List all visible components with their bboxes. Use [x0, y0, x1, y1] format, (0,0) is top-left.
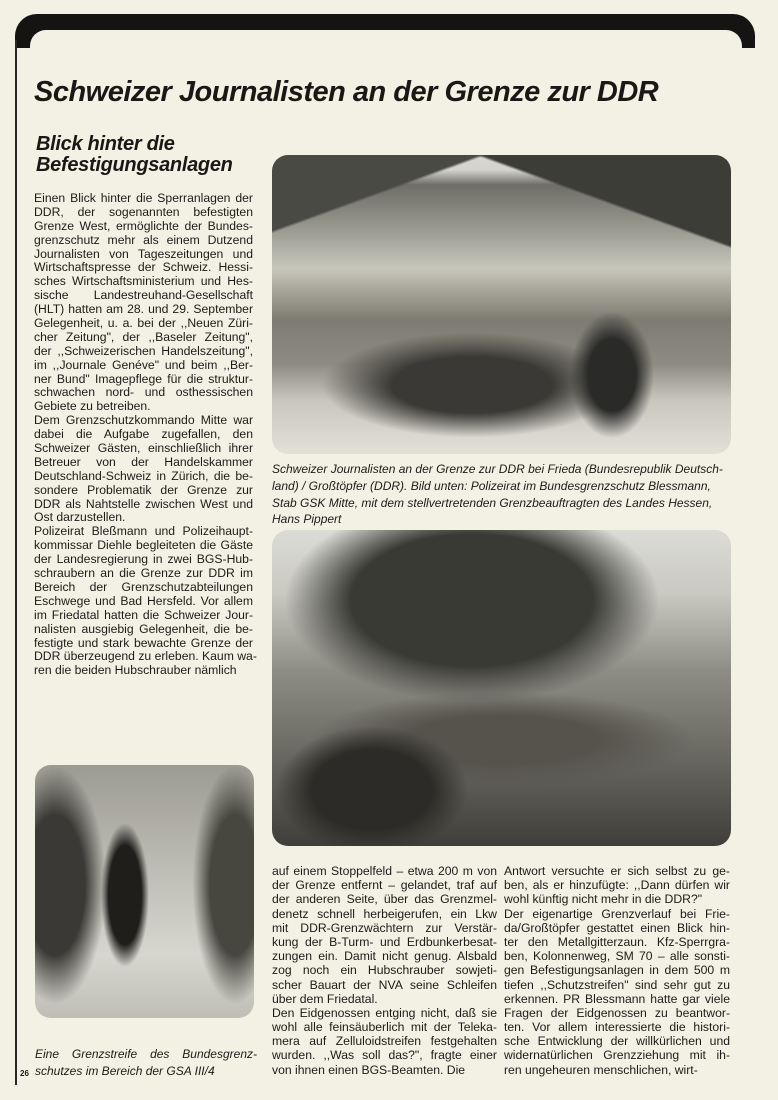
text-line: Fragen der Eidgenossen zu beantwor-: [504, 1005, 730, 1020]
page-frame-left-rule: [15, 40, 17, 1085]
text-line: nalisten ausgiebig Gelegenheit, die be-: [34, 621, 253, 636]
text-line: im ,,Journale Genéve" und beim ,,Ber-: [34, 357, 253, 372]
photo-border-patrol: [35, 765, 254, 1018]
text-line: schwachen nord- und osthessischen: [34, 385, 253, 400]
text-line: dabei die Aufgabe zugefallen, den: [34, 427, 253, 442]
text-line: zog noch ein Hubschrauber sowjeti-: [272, 963, 497, 978]
text-column-1: [34, 191, 257, 678]
text-line: im Friedatal hatten die Schweizer Jour-: [34, 607, 253, 622]
text-line: scher Bauart der NVA seine Schleifen: [272, 977, 497, 992]
text-line: zungen ein. Damit nicht genug. Alsbald: [272, 949, 497, 964]
text-line: der anderen Seite, über das Grenzmel-: [272, 892, 497, 907]
text-line: cher Zeitung", der ,,Baseler Zeitung",: [34, 329, 253, 344]
text-line: kung der B-Turm- und Erdbunkerbesat-: [272, 934, 497, 949]
text-line: ren die beiden Hubschrauber nämlich: [34, 663, 237, 678]
text-line: Bereich der Grenzschutzabteilungen: [34, 579, 253, 594]
text-line: mera auf Zelluloidstreifen festgehalten: [272, 1034, 497, 1049]
text-line: wurden. ,,Was soll das?", fragte einer: [272, 1048, 497, 1063]
text-line: erkennen. PR Blessmann hatte gar viele: [504, 991, 730, 1006]
caption-line: land) / Großtöpfer (DDR). Bild unten: Polizeirat im Bundesgrenzschutz Blessmann,: [272, 478, 711, 493]
photo-caption-bottom: [35, 1046, 257, 1080]
caption-line: Stab GSK Mitte, mit dem stellvertretenden Grenzbeauftragten des Landes Hessen,: [272, 495, 713, 510]
text-line: Betreuer von der Handelskammer: [34, 454, 253, 469]
text-line: DDR, der sogenannten befestigten: [34, 204, 253, 219]
text-column-3: [504, 864, 730, 1077]
text-line: Wirtschaftspresse der Schweiz. Hessi-: [34, 260, 253, 275]
text-line: von ihnen einen BGS-Beamten. Die: [272, 1062, 466, 1077]
text-line: wohl alle feinsäuberlich mit der Teleka-: [272, 1020, 497, 1035]
text-line: Dem Grenzschutzkommando Mitte war: [34, 413, 253, 428]
article-title: Schweizer Journalisten an der Grenze zur DDR: [34, 76, 659, 108]
text-line: Grenze West, ermöglichte der Bundes-: [34, 218, 253, 233]
text-column-2: [272, 864, 497, 1077]
page-frame-inner: [30, 30, 742, 60]
text-line: Polizeirat Bleßmann und Polizeihaupt-: [34, 524, 253, 539]
text-line: ten. Vor allem interessierte die histori-: [504, 1020, 730, 1035]
text-line: wohl künftig nicht mehr in die DDR?": [504, 892, 703, 907]
text-line: ben, Kolonnenweg, SM 70 – alle sonsti-: [504, 949, 730, 964]
photo-caption-top: [272, 461, 742, 528]
text-line: der ,,Schweizerischen Handelszeitung",: [34, 343, 253, 358]
text-line: Schweizer Gästen, einschließlich ihrer: [34, 441, 253, 456]
photo-journalists-at-border: [272, 155, 731, 454]
text-line: sische Landestreuhand-Gesellschaft: [34, 288, 253, 303]
text-line: sche Entwicklung der willkürlichen und: [504, 1034, 730, 1049]
text-line: Gebiete zu betreiben.: [34, 399, 151, 414]
text-line: denetz schnell herbeigerufen, ein Lkw: [272, 906, 497, 921]
text-line: da/Großtöpfer gestattet einen Blick hin-: [504, 920, 730, 935]
text-line: tiefen ,,Schutzstreifen" sind sehr gut zu: [504, 977, 730, 992]
text-line: widernatürlichen Grenzziehung mit ih-: [504, 1048, 730, 1063]
subheading-line: Befestigungsanlagen: [36, 154, 233, 176]
text-line: festigte und stark bewachte Grenze der: [34, 635, 253, 650]
text-line: kommissar Diehle begleiteten die Gäste: [34, 538, 253, 553]
subheading-line: Blick hinter die: [36, 133, 175, 155]
text-line: Ost darzustellen.: [34, 510, 126, 525]
text-line: ter den Metallgitterzaun. Kfz-Sperrgra-: [504, 934, 730, 949]
text-line: Gelegenheit, u. a. bei der ,,Neuen Züri-: [34, 316, 253, 331]
caption-line: Schweizer Journalisten an der Grenze zur DDR bei Frieda (Bundesrepublik Deutsch-: [272, 462, 723, 476]
photo-blessmann-with-group: [272, 530, 731, 846]
text-line: grenzschutz mehr als einem Dutzend: [34, 232, 253, 247]
text-line: DDR überzeugend zu erleben. Kaum wa-: [34, 649, 257, 664]
text-line: Der eigenartige Grenzverlauf bei Frie-: [504, 906, 730, 921]
text-line: ben, als er hinzufügte: ,,Dann dürfen wir: [504, 878, 730, 893]
text-line: Den Eidgenossen entging nicht, daß sie: [272, 1005, 497, 1020]
text-line: auf einem Stoppelfeld – etwa 200 m von: [272, 864, 497, 878]
caption-line: schutzes im Bereich der GSA III/4: [35, 1063, 215, 1078]
text-line: Antwort versuchte er sich selbst zu ge-: [504, 864, 730, 878]
text-line: Eschwege und Bad Hersfeld. Vor allem: [34, 593, 253, 608]
text-line: mit DDR-Grenzwächtern zur Verstär-: [272, 920, 497, 935]
caption-line: Eine Grenzstreife des Bundesgrenz-: [35, 1047, 257, 1061]
text-line: Einen Blick hinter die Sperranlagen der: [34, 191, 253, 205]
text-line: sondere Problematik der Grenze zur: [34, 482, 253, 497]
text-line: der Landesregierung in zwei BGS-Hub-: [34, 552, 253, 567]
text-line: (HLT) hatten am 28. und 29. September: [34, 302, 253, 317]
text-line: der Grenze entfernt – gelandet, traf auf: [272, 878, 497, 893]
caption-line: Hans Pippert: [272, 512, 342, 527]
text-line: gen Befestigungsanlagen in dem 500 m: [504, 963, 730, 978]
text-line: schraubern an die Grenze zur DDR im: [34, 566, 253, 581]
text-line: ner Bund" Imagepflege für die struktur-: [34, 371, 253, 386]
page-number: 26: [20, 1069, 29, 1078]
text-line: Journalisten von Tageszeitungen und: [34, 246, 253, 261]
text-line: über dem Friedatal.: [272, 991, 378, 1006]
text-line: sches Wirtschaftsministerium und Hes-: [34, 274, 253, 289]
text-line: DDR als Nahtstelle zwischen West und: [34, 496, 253, 511]
article-subheading: [36, 134, 233, 176]
text-line: ren ungeheuren menschlichen, wirt-: [504, 1062, 698, 1077]
photo-hillside: [272, 155, 731, 290]
text-line: Deutschland-Schweiz in Zürich, die be-: [34, 468, 253, 483]
